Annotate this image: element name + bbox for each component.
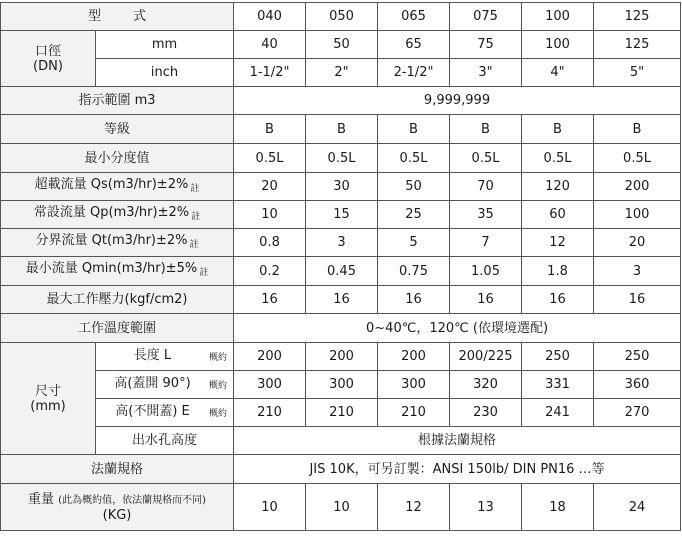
length-value: 200 — [378, 343, 450, 371]
weight-value: 24 — [594, 484, 681, 531]
height-closed-label: 高(不開蓋) E 概約 — [96, 399, 234, 427]
temperature-label: 工作溫度範圍 — [1, 314, 234, 343]
transition-value: 7 — [450, 229, 522, 257]
transition-value: 20 — [594, 229, 681, 257]
mm-value: 100 — [522, 31, 594, 59]
height-open-value: 320 — [450, 371, 522, 399]
transition-label: 分界流量 Qt(m3/hr)±2% $_註$ — [1, 229, 234, 257]
row-dn-mm — [1, 31, 681, 59]
weight-value: 18 — [522, 484, 594, 531]
inch-value: 3" — [450, 59, 522, 87]
note-mark: 註 — [199, 268, 209, 278]
height-closed-value: 210 — [306, 399, 378, 427]
grade-value: B — [378, 115, 450, 144]
min-scale-value: 0.5L — [594, 144, 681, 173]
row-height-open — [1, 371, 681, 399]
overload-value: 30 — [306, 173, 378, 201]
min-scale-value: 0.5L — [306, 144, 378, 173]
minimum-value: 0.2 — [234, 257, 306, 286]
indicator-value: 9,999,999 — [234, 87, 681, 115]
row-outlet — [1, 427, 681, 455]
grade-value: B — [450, 115, 522, 144]
mm-value: 65 — [378, 31, 450, 59]
height-open-value: 331 — [522, 371, 594, 399]
note-mark: 註 — [191, 211, 201, 222]
dn-label: 口徑 (DN) — [1, 31, 96, 87]
model-cell: 100 — [522, 3, 594, 31]
pressure-value: 16 — [450, 286, 522, 314]
inch-label: inch — [96, 59, 234, 87]
height-open-label: 高(蓋開 90°) 概約 — [96, 371, 234, 399]
length-value: 250 — [594, 343, 681, 371]
minimum-value: 3 — [594, 257, 681, 286]
overload-value: 200 — [594, 173, 681, 201]
row-model — [1, 3, 681, 31]
length-label: 長度 L 概約 — [96, 343, 234, 371]
type-header: 型 式 — [1, 3, 234, 31]
height-closed-value: 230 — [450, 399, 522, 427]
nominal-value: 60 — [522, 201, 594, 229]
pressure-value: 16 — [234, 286, 306, 314]
mm-value: 75 — [450, 31, 522, 59]
nominal-value: 10 — [234, 201, 306, 229]
min-scale-value: 0.5L — [450, 144, 522, 173]
height-closed-value: 210 — [234, 399, 306, 427]
row-pressure — [1, 286, 681, 314]
mm-value: 40 — [234, 31, 306, 59]
transition-value: 5 — [378, 229, 450, 257]
indicator-label: 指示範圍 m3 — [1, 87, 234, 115]
min-scale-value: 0.5L — [378, 144, 450, 173]
length-value: 200 — [306, 343, 378, 371]
approx-mark: 概約 — [209, 408, 228, 419]
pressure-label: 最大工作壓力(kgf/cm2) — [1, 286, 234, 314]
overload-label: 超載流量 Qs(m3/hr)±2% $_註$ — [1, 173, 234, 201]
grade-value: B — [594, 115, 681, 144]
grade-label: 等級 — [1, 115, 234, 144]
flange-value: JIS 10K，可另訂製：ANSI 150lb/ DIN PN16 …等 — [234, 455, 681, 484]
length-value: 250 — [522, 343, 594, 371]
row-temperature — [1, 314, 681, 343]
transition-value: 3 — [306, 229, 378, 257]
row-height-closed — [1, 399, 681, 427]
model-cell: 040 — [234, 3, 306, 31]
model-cell: 065 — [378, 3, 450, 31]
mm-label: mm — [96, 31, 234, 59]
row-indicator — [1, 87, 681, 115]
row-overload — [1, 173, 681, 201]
weight-value: 13 — [450, 484, 522, 531]
inch-value: 2" — [306, 59, 378, 87]
row-weight — [1, 484, 681, 531]
note-mark: 註 — [190, 183, 200, 194]
inch-value: 2-1/2" — [378, 59, 450, 87]
grade-value: B — [234, 115, 306, 144]
min-scale-value: 0.5L — [234, 144, 306, 173]
inch-value: 4" — [522, 59, 594, 87]
row-grade — [1, 115, 681, 144]
temperature-value: 0~40℃，120℃ (依環境選配) — [234, 314, 681, 343]
height-open-value: 360 — [594, 371, 681, 399]
weight-value: 10 — [234, 484, 306, 531]
length-value: 200 — [234, 343, 306, 371]
nominal-label: 常設流量 Qp(m3/hr)±2% $_註$ — [1, 201, 234, 229]
nominal-value: 100 — [594, 201, 681, 229]
minimum-label: 最小流量 Qmin(m3/hr)±5% $_註$ — [1, 257, 234, 286]
transition-value: 12 — [522, 229, 594, 257]
model-cell: 075 — [450, 3, 522, 31]
min-scale-value: 0.5L — [522, 144, 594, 173]
overload-value: 50 — [378, 173, 450, 201]
weight-value: 10 — [306, 484, 378, 531]
height-open-value: 300 — [378, 371, 450, 399]
row-transition — [1, 229, 681, 257]
model-cell: 125 — [594, 3, 681, 31]
minimum-value: 1.05 — [450, 257, 522, 286]
approx-mark: 概約 — [209, 380, 228, 391]
overload-value: 120 — [522, 173, 594, 201]
minimum-value: 0.45 — [306, 257, 378, 286]
height-closed-value: 210 — [378, 399, 450, 427]
approx-mark: 概約 — [209, 352, 228, 363]
pressure-value: 16 — [306, 286, 378, 314]
height-closed-value: 270 — [594, 399, 681, 427]
minimum-value: 1.8 — [522, 257, 594, 286]
grade-value: B — [522, 115, 594, 144]
mm-value: 50 — [306, 31, 378, 59]
weight-value: 12 — [378, 484, 450, 531]
model-cell: 050 — [306, 3, 378, 31]
overload-value: 20 — [234, 173, 306, 201]
height-open-value: 300 — [234, 371, 306, 399]
transition-value: 0.8 — [234, 229, 306, 257]
row-min-scale — [1, 144, 681, 173]
flange-label: 法蘭規格 — [1, 455, 234, 484]
row-dn-inch — [1, 59, 681, 87]
spec-table — [0, 2, 681, 531]
nominal-value: 35 — [450, 201, 522, 229]
mm-value: 125 — [594, 31, 681, 59]
height-closed-value: 241 — [522, 399, 594, 427]
minimum-value: 0.75 — [378, 257, 450, 286]
row-flange — [1, 455, 681, 484]
row-length — [1, 343, 681, 371]
inch-value: 5" — [594, 59, 681, 87]
min-scale-label: 最小分度值 — [1, 144, 234, 173]
row-minimum — [1, 257, 681, 286]
weight-label: 重量 (此為概約值，依法蘭規格而不同) (KG) — [1, 484, 234, 531]
outlet-label: 出水孔高度 — [96, 427, 234, 455]
note-mark: 註 — [189, 239, 199, 250]
nominal-value: 15 — [306, 201, 378, 229]
row-nominal — [1, 201, 681, 229]
outlet-value: 根據法蘭規格 — [234, 427, 681, 455]
pressure-value: 16 — [594, 286, 681, 314]
inch-value: 1-1/2" — [234, 59, 306, 87]
overload-value: 70 — [450, 173, 522, 201]
length-value: 200/225 — [450, 343, 522, 371]
height-open-value: 300 — [306, 371, 378, 399]
pressure-value: 16 — [378, 286, 450, 314]
nominal-value: 25 — [378, 201, 450, 229]
grade-value: B — [306, 115, 378, 144]
dimensions-label: 尺寸 (mm) — [1, 343, 96, 455]
pressure-value: 16 — [522, 286, 594, 314]
